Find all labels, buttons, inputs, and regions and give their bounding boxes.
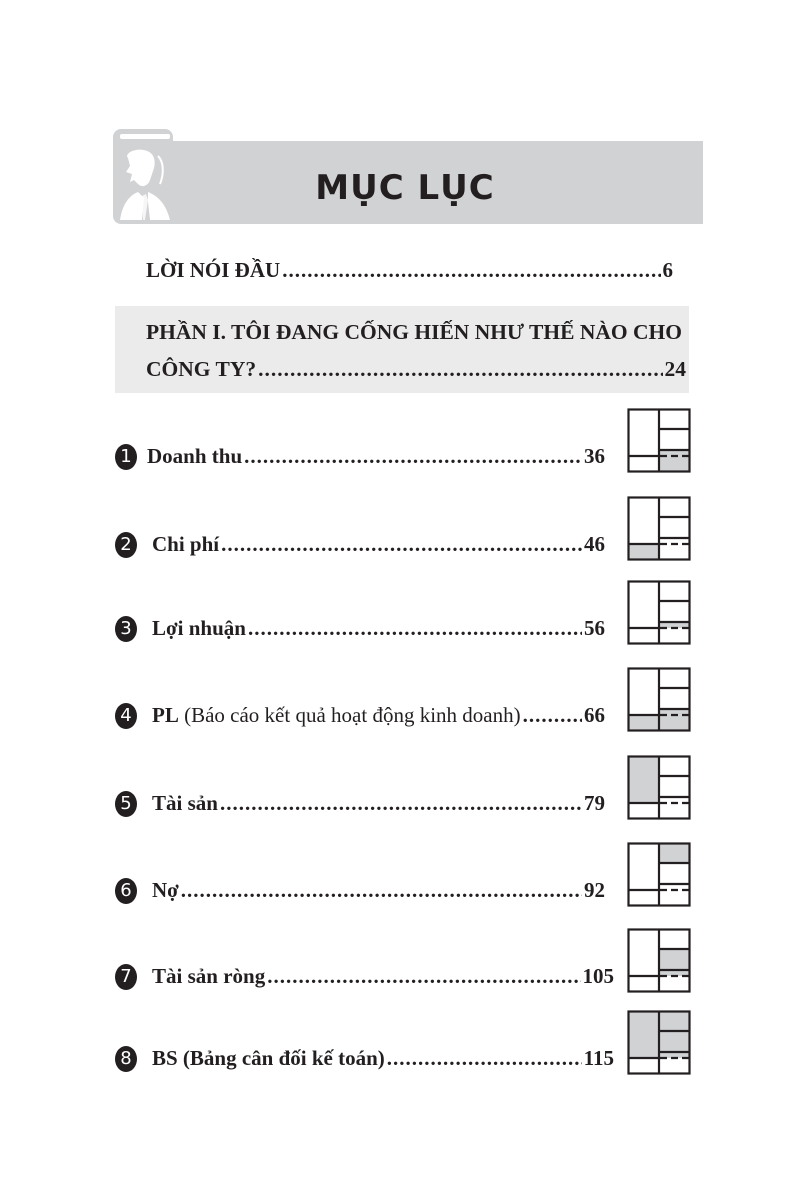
- toc-entry-chapter[interactable]: [152, 964, 614, 989]
- toc-entry-label: CÔNG TY?: [146, 357, 257, 381]
- toc-page-number: 92: [584, 878, 605, 902]
- leader-dots: [387, 1046, 582, 1071]
- toc-entry-label: [152, 791, 218, 816]
- toc-entry-label: [152, 878, 179, 903]
- label-normal: (Báo cáo kết quả hoạt động kinh doanh): [178, 703, 521, 727]
- leader-dots: [221, 532, 582, 557]
- toc-page-number: 46: [584, 532, 605, 556]
- toc-entry-chapter[interactable]: [152, 532, 605, 557]
- toc-entry-label: [152, 964, 265, 989]
- balance-sheet-diagram-icon: [627, 928, 691, 993]
- label-bold: PL: [152, 703, 179, 727]
- toc-entry-label: LỜI NÓI ĐẦU: [146, 258, 281, 282]
- label-bold: BS (Bảng cân đối kế toán): [152, 1046, 385, 1070]
- toc-entry-chapter[interactable]: [147, 444, 605, 469]
- toc-page-number: 24: [664, 357, 686, 381]
- chapter-number-badge: 8: [115, 1046, 137, 1072]
- label-bold: Chi phí: [152, 532, 220, 556]
- label-bold: Doanh thu: [147, 444, 243, 468]
- toc-entry-part1[interactable]: [146, 357, 686, 382]
- businessman-portrait-icon: [114, 140, 174, 224]
- page-title: MỤC LỤC: [315, 168, 495, 208]
- toc-entry-preface[interactable]: [146, 258, 673, 283]
- leader-dots: [248, 616, 582, 641]
- toc-entry-label: [152, 616, 246, 641]
- toc-page-number: 56: [584, 616, 605, 640]
- toc-entry-label: [152, 532, 219, 557]
- toc-entry-chapter[interactable]: [152, 791, 605, 816]
- balance-sheet-diagram-icon: [627, 755, 691, 820]
- toc-page-number: 36: [584, 444, 605, 468]
- chapter-number-badge: 4: [115, 703, 137, 729]
- balance-sheet-diagram-icon: [627, 580, 691, 645]
- balance-sheet-diagram-icon: [627, 842, 691, 907]
- part-heading-line1: PHẦN I. TÔI ĐANG CỐNG HIẾN NHƯ THẾ NÀO CHO: [146, 320, 682, 344]
- toc-page-number: 6: [662, 258, 673, 282]
- leader-dots: [258, 357, 662, 382]
- chapter-number-badge: 7: [115, 964, 137, 990]
- chapter-number-badge: 1: [115, 444, 137, 470]
- chapter-number-badge: 5: [115, 791, 137, 817]
- leader-dots: [181, 878, 582, 903]
- toc-entry-chapter[interactable]: [152, 878, 605, 903]
- leader-dots: [523, 703, 582, 728]
- label-bold: Nợ: [152, 878, 179, 902]
- leader-dots: [244, 444, 582, 469]
- toc-entry-chapter[interactable]: [152, 703, 605, 728]
- toc-page-number: 79: [584, 791, 605, 815]
- label-bold: Tài sản: [152, 791, 218, 815]
- leader-dots: [282, 258, 660, 283]
- chapter-number-badge: 6: [115, 878, 137, 904]
- balance-sheet-diagram-icon: [627, 408, 691, 473]
- toc-entry-label: [152, 1046, 385, 1071]
- toc-entry-label: [147, 444, 242, 469]
- label-bold: Lợi nhuận: [152, 616, 246, 640]
- toc-page-number: 66: [584, 703, 605, 727]
- chapter-number-badge: 3: [115, 616, 137, 642]
- balance-sheet-diagram-icon: [627, 667, 691, 732]
- label-bold: Tài sản ròng: [152, 964, 266, 988]
- header-tab-line: [120, 134, 170, 139]
- leader-dots: [267, 964, 580, 989]
- chapter-number-badge: 2: [115, 532, 137, 558]
- leader-dots: [220, 791, 582, 816]
- toc-page-number: 105: [582, 964, 614, 988]
- toc-entry-label: [152, 703, 521, 728]
- toc-entry-chapter[interactable]: [152, 1046, 614, 1071]
- balance-sheet-diagram-icon: [627, 1010, 691, 1075]
- toc-entry-chapter[interactable]: [152, 616, 605, 641]
- toc-page-number: 115: [583, 1046, 614, 1070]
- balance-sheet-diagram-icon: [627, 496, 691, 561]
